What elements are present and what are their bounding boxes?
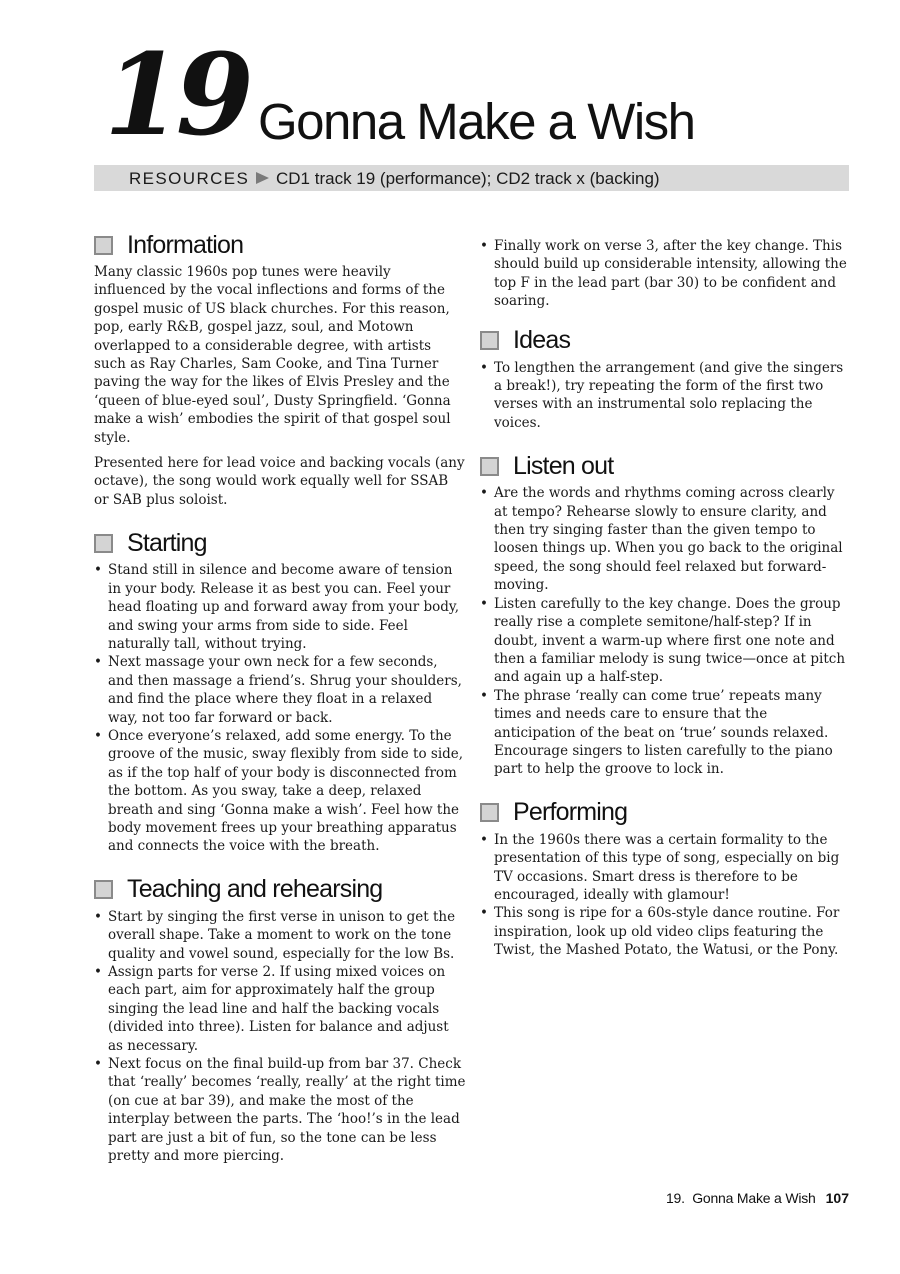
resources-label: RESOURCES xyxy=(129,169,250,188)
list-item: • Next massage your own neck for a few seconds, and then massage a friend’s. Shrug your shoulders, and find the place where they float in a relaxed way, not too far forward or back. xyxy=(94,653,466,727)
section-heading: Performing xyxy=(513,798,628,827)
bullet-list xyxy=(480,484,852,779)
section-header xyxy=(480,450,852,482)
chapter-number: 19 xyxy=(104,30,248,161)
checkbox-square-icon xyxy=(94,880,113,899)
bullet-list xyxy=(480,237,852,311)
chapter-title: Gonna Make a Wish xyxy=(258,93,695,150)
checkbox-square-icon xyxy=(94,534,113,553)
bullet-list xyxy=(94,908,466,1166)
section-teaching xyxy=(94,874,466,1166)
section-listen-out xyxy=(480,450,852,779)
list-item: • Next focus on the final build-up from bar 37. Check that ‘really’ becomes ‘really, really’ at the right time (on cue at bar 39), and make the most of the interplay between the parts. The ‘hoo!’s in the lead part are just a bit of fun, so the tone can be less pretty and more piercing. xyxy=(94,1055,466,1165)
checkbox-square-icon xyxy=(480,457,499,476)
checkbox-square-icon xyxy=(480,331,499,350)
section-continued xyxy=(480,237,852,311)
section-heading: Starting xyxy=(127,528,207,557)
section-heading: Listen out xyxy=(513,451,614,480)
list-item: • Assign parts for verse 2. If using mixed voices on each part, aim for approximately half the group singing the lead line and half the backing vocals (divided into three). Listen for balance and adjust as necessary. xyxy=(94,963,466,1055)
checkbox-square-icon xyxy=(94,236,113,255)
list-item: • Listen carefully to the key change. Does the group really rise a complete semitone/half-step? If in doubt, invent a warm-up where first one note and then a familiar melody is sung twice—once at pitch and again up a half-step. xyxy=(480,595,852,687)
paragraph: Presented here for lead voice and backing vocals (any octave), the song would work equally well for SSAB or SAB plus soloist. xyxy=(94,455,465,508)
section-header xyxy=(94,874,466,906)
section-heading: Ideas xyxy=(513,326,571,355)
left-column xyxy=(94,229,466,1183)
page-number: 107 xyxy=(825,1190,849,1206)
list-item: • Start by singing the first verse in unison to get the overall shape. Take a moment to work on the tone quality and vowel sound, especially for the low Bs. xyxy=(94,908,466,963)
section-starting xyxy=(94,527,466,856)
checkbox-square-icon xyxy=(480,803,499,822)
list-item: • Finally work on verse 3, after the key change. This should build up considerable intensity, allowing the top F in the lead part (bar 30) to be confident and soaring. xyxy=(480,237,852,311)
section-header xyxy=(480,797,852,829)
section-header xyxy=(94,229,466,261)
bullet-list xyxy=(480,359,852,433)
page-footer xyxy=(666,1190,849,1206)
running-footer-title: 19. Gonna Make a Wish xyxy=(665,1190,816,1206)
list-item: • To lengthen the arrangement (and give the singers a break!), try repeating the form of the first two verses with an instrumental solo replacing the voices. xyxy=(480,359,852,433)
right-column xyxy=(480,229,852,978)
list-item: • In the 1960s there was a certain formality to the presentation of this type of song, especially on big TV occasions. Smart dress is therefore to be encouraged, ideally with glamour! xyxy=(480,831,852,905)
list-item: • This song is ripe for a 60s-style dance routine. For inspiration, look up old video clips featuring the Twist, the Mashed Potato, the Watusi, or the Pony. xyxy=(480,904,852,959)
list-item: • Are the words and rhythms coming across clearly at tempo? Rehearse slowly to ensure clarity, and then try singing faster than the given tempo to loosen things up. When you go back to the original speed, the song should feel relaxed but forward-moving. xyxy=(480,484,852,594)
section-performing xyxy=(480,797,852,960)
section-heading: Teaching and rehearsing xyxy=(127,875,383,904)
section-ideas xyxy=(480,325,852,433)
resources-bar xyxy=(94,165,849,191)
resources-text: CD1 track 19 (performance); CD2 track x (backing) xyxy=(276,169,660,188)
section-header xyxy=(480,325,852,357)
section-heading: Information xyxy=(127,230,244,259)
list-item: • Once everyone’s relaxed, add some energy. To the groove of the music, sway flexibly from side to side, as if the top half of your body is disconnected from the bottom. As you sway, take a deep, relaxed breath and sing ‘Gonna make a wish’. Feel how the body movement frees up your breathing apparatus and connects the voice with the breath. xyxy=(94,727,466,856)
bullet-list xyxy=(480,831,852,960)
list-item: • The phrase ‘really can come true’ repeats many times and needs care to ensure that the anticipation of the beat on ‘true’ sounds relaxed. Encourage singers to listen carefully to the piano part to help the groove to lock in. xyxy=(480,687,852,779)
bullet-list xyxy=(94,561,466,856)
paragraph: Many classic 1960s pop tunes were heavily influenced by the vocal inflections and forms of the gospel music of US black churches. For this reason, pop, early R&B, gospel jazz, soul, and Motown overlapped to a considerable degree, with artists such as Ray Charles, Sam Cooke, and Tina Turner paving the way for the likes of Elvis Presley and the ‘queen of blue-eyed soul’, Dusty Springfield. ‘Gonna make a wish’ embodies the spirit of that gospel soul style. xyxy=(94,264,451,446)
play-arrow-icon xyxy=(256,172,269,184)
section-header xyxy=(94,527,466,559)
list-item: • Stand still in silence and become aware of tension in your body. Release it as best you can. Feel your head floating up and forward away from your body, and swing your arms from side to side. Feel naturally tall, without trying. xyxy=(94,561,466,653)
section-information xyxy=(94,229,466,509)
